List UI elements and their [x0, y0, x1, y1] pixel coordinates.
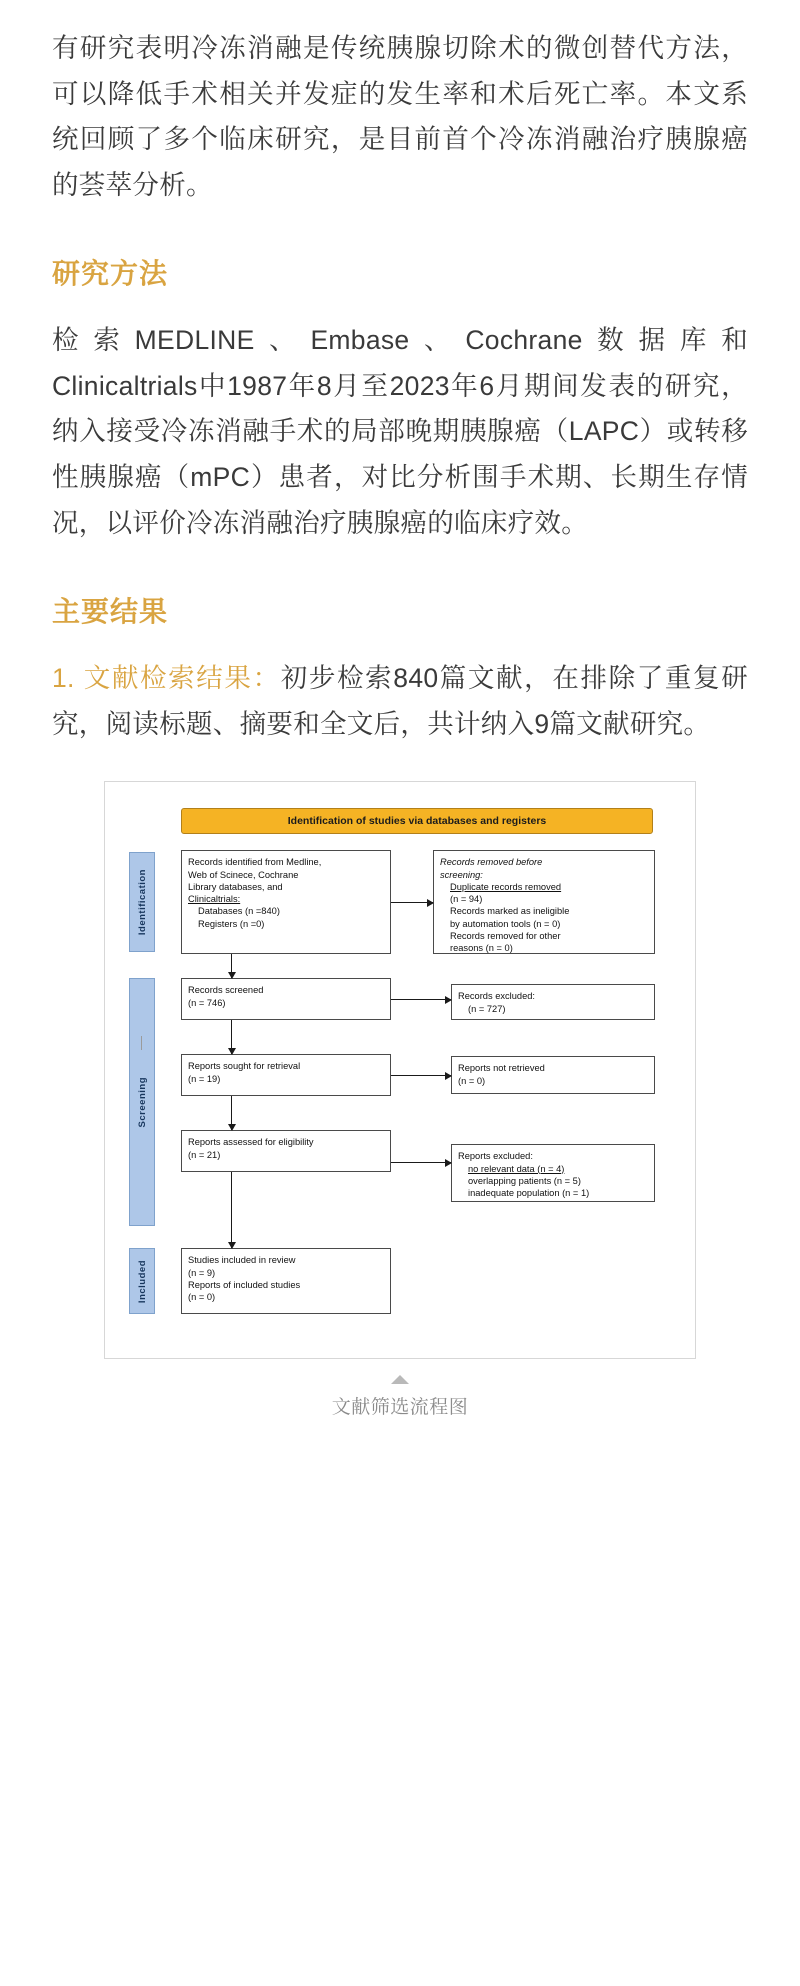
- box-studies-included-line4: (n = 0): [188, 1292, 216, 1303]
- box-records-removed-line7: Records removed for other: [450, 930, 561, 941]
- stage-identification: [129, 852, 155, 952]
- box-reports-sought: [181, 1054, 391, 1096]
- stage-tick-mark: [141, 1036, 142, 1050]
- box-reports-assessed-line2: (n = 21): [188, 1149, 221, 1160]
- box-reports-not-retrieved-line1: Reports not retrieved: [458, 1063, 545, 1074]
- box-records-removed-line8: reasons (n = 0): [450, 943, 513, 954]
- box-records-screened-line2: (n = 746): [188, 997, 226, 1008]
- arrow-sought-to-assessed: [231, 1096, 232, 1130]
- prisma-title-bar: Identification of studies via databases and registers: [181, 808, 653, 834]
- box-reports-not-retrieved: [451, 1056, 655, 1094]
- stage-screening: [129, 978, 155, 1226]
- result-item-1: [52, 656, 748, 747]
- box-reports-excluded-line4: inadequate population (n = 1): [468, 1188, 590, 1199]
- box-records-screened-line1: Records screened: [188, 985, 264, 996]
- box-records-excluded: [451, 984, 655, 1020]
- box-records-removed: [433, 850, 655, 954]
- arrow-identified-to-screened: [231, 954, 232, 978]
- box-records-identified: [181, 850, 391, 954]
- collapse-caret-icon[interactable]: [391, 1375, 409, 1384]
- box-studies-included: [181, 1248, 391, 1314]
- box-records-removed-line2: screening:: [440, 869, 483, 880]
- arrow-identified-to-removed: [391, 902, 433, 903]
- figure-image: [104, 781, 696, 1359]
- box-records-identified-line3: Library databases, and: [188, 881, 283, 892]
- box-records-screened: [181, 978, 391, 1020]
- box-records-removed-line5: Records marked as ineligible: [450, 906, 570, 917]
- section-heading-methods: 研究方法: [52, 258, 169, 290]
- methods-paragraph: 检索MEDLINE、Embase、Cochrane数据库和Clinicaltrials中1987年8月至2023年6月期间发表的研究，纳入接受冷冻消融手术的局部晚期胰腺癌（LAPC）或转移性胰腺癌（mPC）患者，对比分析围手术期、长期生存情况，以评价冷冻消融治疗胰腺癌的临床疗效。: [52, 325, 748, 538]
- box-studies-included-line1: Studies included in review: [188, 1255, 296, 1266]
- arrow-assessed-to-included: [231, 1172, 232, 1248]
- stage-screening-label: Screening: [136, 1077, 148, 1128]
- result-item-1-text: 初步检索840篇文献，在排除了重复研究，阅读标题、摘要和全文后，共计纳入9篇文献研究。: [52, 663, 748, 739]
- box-reports-excluded: [451, 1144, 655, 1202]
- box-reports-excluded-line3: overlapping patients (n = 5): [468, 1175, 581, 1186]
- box-records-identified-line5: Databases (n =840): [198, 906, 280, 917]
- box-reports-excluded-line2-text: no relevant data (n = 4): [468, 1163, 565, 1174]
- box-reports-sought-line2: (n = 19): [188, 1073, 221, 1084]
- stage-identification-label: Identification: [136, 869, 148, 936]
- box-reports-sought-line1: Reports sought for retrieval: [188, 1061, 301, 1072]
- prisma-diagram: [121, 800, 679, 1344]
- box-records-identified-line1: Records identified from Medline,: [188, 857, 322, 868]
- box-records-excluded-line1: Records excluded:: [458, 991, 535, 1002]
- box-reports-excluded-line1: Reports excluded:: [458, 1151, 533, 1162]
- arrow-screened-to-sought: [231, 1020, 232, 1054]
- section-heading-results: 主要结果: [52, 596, 169, 628]
- box-studies-included-line3: Reports of included studies: [188, 1279, 301, 1290]
- box-records-identified-line6: Registers (n =0): [198, 918, 265, 929]
- box-records-removed-line3: Duplicate records removed: [450, 881, 562, 892]
- box-reports-assessed-line1: Reports assessed for eligibility: [188, 1137, 314, 1148]
- box-records-identified-line2: Web of Scinece, Cochrane: [188, 869, 299, 880]
- arrow-assessed-to-excluded: [391, 1162, 451, 1163]
- box-reports-excluded-line2: [458, 1163, 648, 1175]
- box-records-removed-line6: by automation tools (n = 0): [450, 918, 561, 929]
- arrow-screened-to-excluded: [391, 999, 451, 1000]
- box-records-excluded-line2: (n = 727): [468, 1003, 506, 1014]
- box-records-identified-line4: Clinicaltrials:: [188, 894, 241, 905]
- arrow-sought-to-not-retrieved: [391, 1075, 451, 1076]
- box-records-removed-line4: (n = 94): [450, 894, 483, 905]
- figure-caption: 文献筛选流程图: [331, 1397, 469, 1419]
- box-studies-included-line2: (n = 9): [188, 1267, 216, 1278]
- stage-included: [129, 1248, 155, 1314]
- box-records-removed-line1: Records removed before: [440, 857, 543, 868]
- box-reports-not-retrieved-line2: (n = 0): [458, 1075, 486, 1086]
- result-item-1-label: 1. 文献检索结果：: [52, 663, 281, 694]
- box-reports-assessed: [181, 1130, 391, 1172]
- figure-prisma-flow: [52, 781, 748, 1419]
- intro-paragraph: 有研究表明冷冻消融是传统胰腺切除术的微创替代方法，可以降低手术相关并发症的发生率和术后死亡率。本文系统回顾了多个临床研究，是目前首个冷冻消融治疗胰腺癌的荟萃分析。: [52, 33, 748, 200]
- stage-included-label: Included: [136, 1259, 148, 1303]
